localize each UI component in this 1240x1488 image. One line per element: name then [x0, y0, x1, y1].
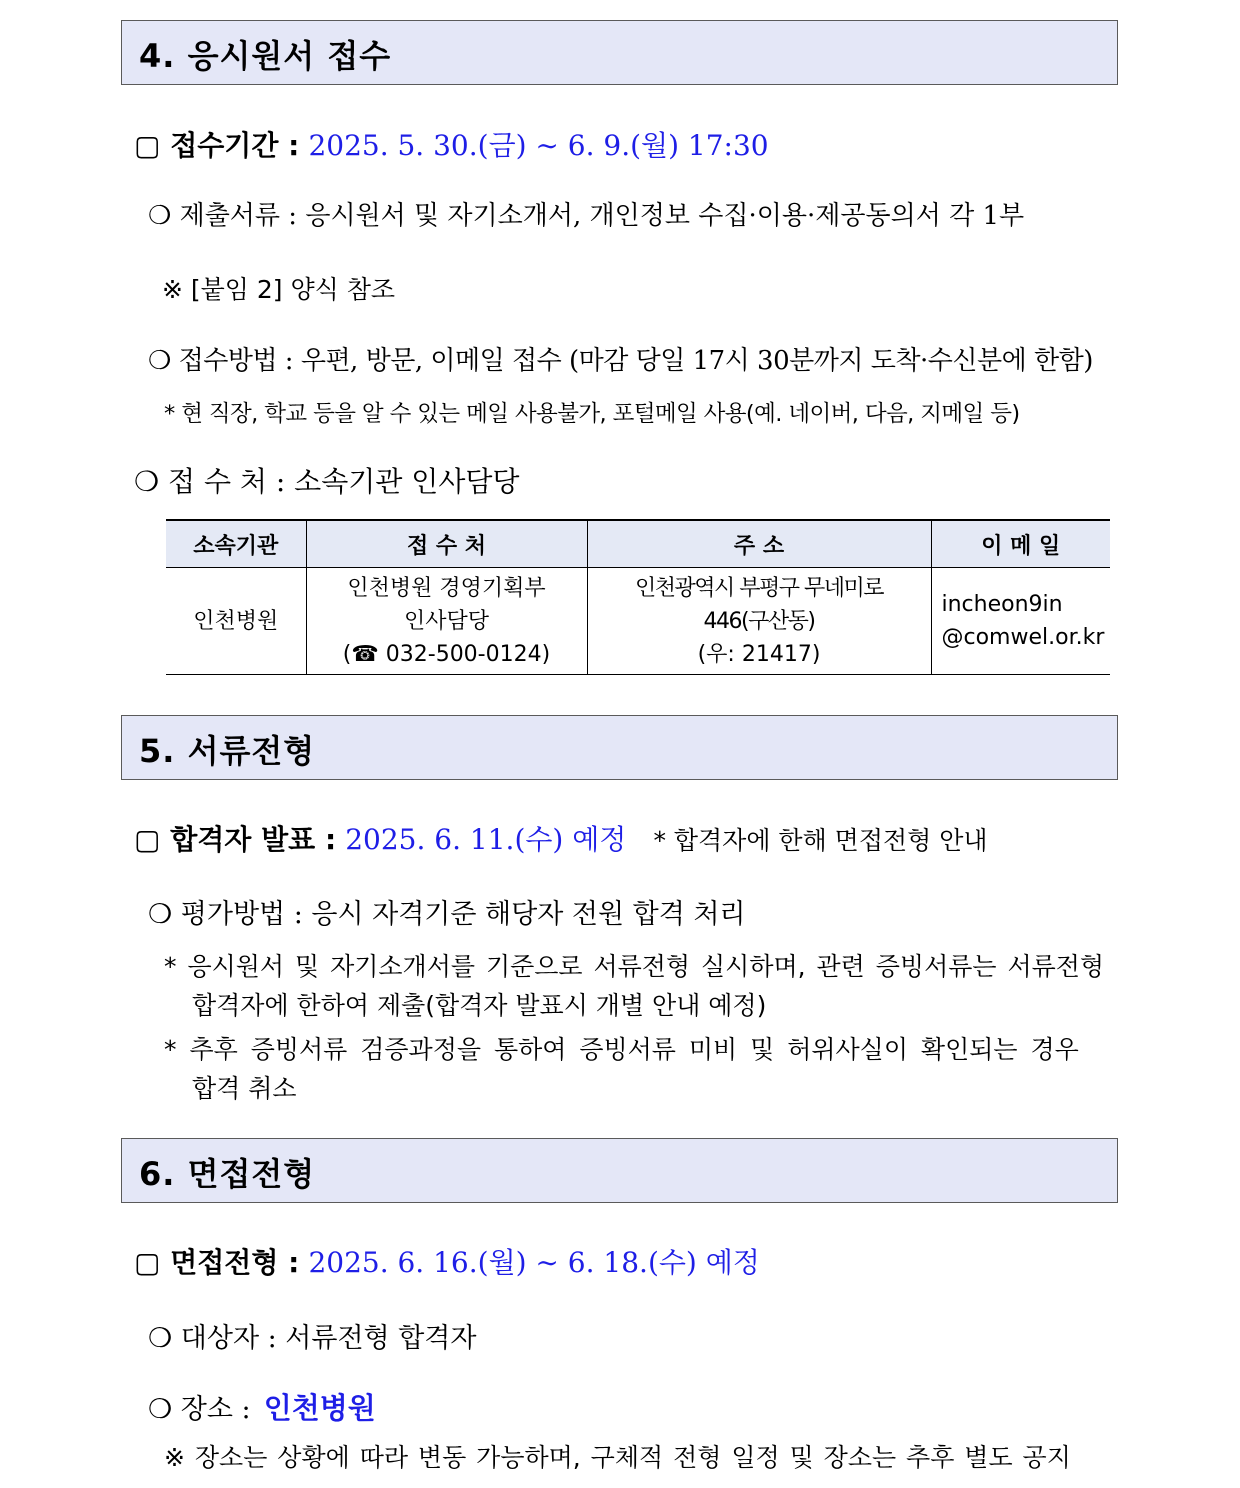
- section-5-header: [121, 715, 1118, 780]
- venue-value: 인천병원: [263, 1391, 376, 1425]
- note1-line1: * 응시원서 및 자기소개서를 기준으로 서류전형 실시하며, 관련 증빙서류는 서류전형: [164, 952, 1105, 981]
- venue-note: ※ 장소는 상황에 따라 변동 가능하며, 구체적 전형 일정 및 장소는 추후 별도 공지: [164, 1443, 1071, 1472]
- announce-row: [134, 818, 988, 858]
- section-6-title: 6. 면접전형: [139, 1155, 316, 1193]
- table-header-address: 주 소: [587, 520, 931, 568]
- section-5-title: 5. 서류전형: [139, 732, 316, 770]
- schedule-row: [134, 1241, 760, 1281]
- target-row: ❍ 대상자 : 서류전형 합격자: [148, 1323, 477, 1354]
- docs-note: ※ [붙임 2] 양식 참조: [162, 275, 396, 304]
- table-header-office: 접 수 처: [306, 520, 587, 568]
- cell-org: 인천병원: [166, 568, 306, 675]
- announce-label: ▢ 합격자 발표 :: [134, 823, 337, 856]
- docs-row: ❍ 제출서류 : 응시원서 및 자기소개서, 개인정보 수집·이용·제공동의서 각 1부: [148, 201, 1025, 231]
- announce-value: 2025. 6. 11.(수) 예정: [345, 823, 627, 856]
- note1-line2: 합격자에 한하여 제출(합격자 발표시 개별 안내 예정): [192, 991, 767, 1020]
- period-row: [134, 124, 769, 164]
- announce-note: * 합격자에 한해 면접전형 안내: [653, 826, 988, 855]
- note2-line1: * 추후 증빙서류 검증과정을 통하여 증빙서류 미비 및 허위사실이 확인되는 경우: [164, 1035, 1079, 1064]
- place-row: ❍ 접 수 처 : 소속기관 인사담당: [134, 465, 520, 498]
- schedule-value: 2025. 6. 16.(월) ∼ 6. 18.(수) 예정: [308, 1246, 760, 1279]
- period-label: ▢ 접수기간 :: [134, 129, 300, 162]
- reception-table: [166, 519, 1110, 675]
- method-note: * 현 직장, 학교 등을 알 수 있는 메일 사용불가, 포털메일 사용(예. 네이버, 다음, 지메일 등): [164, 401, 1020, 427]
- cell-address: 인천광역시 부평구 무네미로 446(구산동) (우: 21417): [587, 568, 931, 675]
- schedule-label: ▢ 면접전형 :: [134, 1246, 300, 1279]
- eval-row: ❍ 평가방법 : 응시 자격기준 해당자 전원 합격 처리: [148, 899, 746, 930]
- table-header-org: 소속기관: [166, 520, 306, 568]
- table-row: [166, 568, 1110, 675]
- section-4-title: 4. 응시원서 접수: [139, 37, 392, 75]
- section-6-header: [121, 1138, 1118, 1203]
- section-4-header: [121, 20, 1118, 85]
- venue-row: [148, 1386, 376, 1427]
- table-header-email: 이 메 일: [931, 520, 1110, 568]
- note2-line2: 합격 취소: [192, 1074, 297, 1103]
- cell-office: 인천병원 경영기획부 인사담당 (☎ 032-500-0124): [306, 568, 587, 675]
- method-row: ❍ 접수방법 : 우편, 방문, 이메일 접수 (마감 당일 17시 30분까지 도착·수신분에 한함): [148, 346, 1093, 376]
- period-value: 2025. 5. 30.(금) ∼ 6. 9.(월) 17:30: [308, 129, 769, 162]
- cell-email: incheon9in @comwel.or.kr: [931, 568, 1110, 675]
- venue-label: ❍ 장소 :: [148, 1394, 251, 1425]
